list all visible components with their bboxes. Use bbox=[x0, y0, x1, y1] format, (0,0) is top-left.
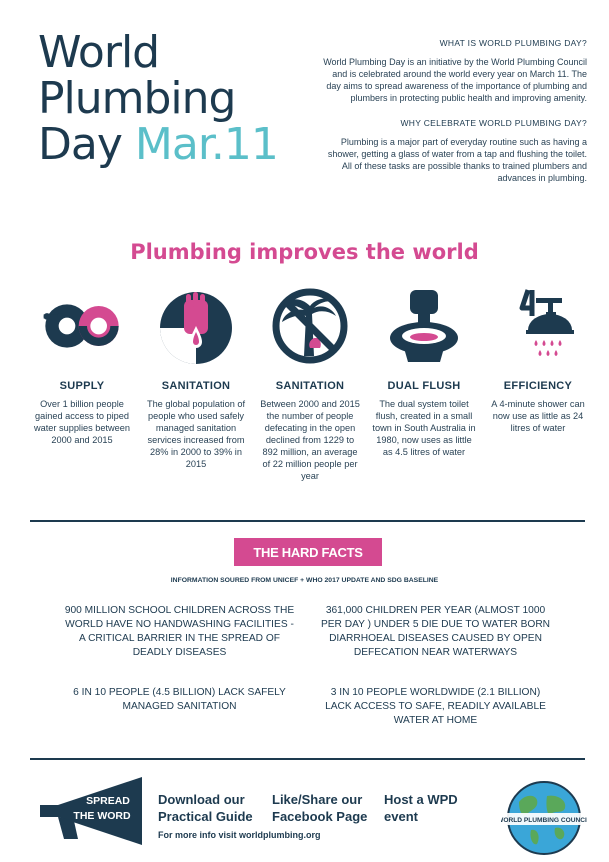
about-heading-what: WHAT IS WORLD PLUMBING DAY? bbox=[439, 38, 587, 48]
hard-facts-badge: THE HARD FACTS bbox=[234, 538, 382, 566]
about-heading-why: WHY CELEBRATE WORLD PLUMBING DAY? bbox=[400, 118, 587, 128]
benefit-text: Over 1 billion people gained access to piped water supplies between 2000 and 2015 bbox=[33, 399, 131, 445]
benefit-supply bbox=[30, 286, 134, 482]
fact-item: 900 MILLION SCHOOL CHILDREN ACROSS THE WORLD HAVE NO HANDWASHING FACILITIES - A CRITICAL BARRIER IN THE SPREAD OF DEADLY DISEASES bbox=[64, 605, 295, 658]
facebook-share-link[interactable]: Like/Share our Facebook Page bbox=[272, 792, 368, 824]
footer-cta bbox=[0, 775, 609, 855]
benefit-dual-flush bbox=[372, 286, 476, 482]
benefit-title: SANITATION bbox=[161, 380, 231, 392]
benefit-title: DUAL FLUSH bbox=[387, 380, 461, 392]
section-headline: Plumbing improves the world bbox=[130, 240, 479, 264]
title-line-2: Plumbing bbox=[38, 73, 236, 124]
benefit-text: A 4-minute shower can now use as little as 24 litres of water bbox=[491, 399, 585, 433]
benefit-sanitation-2 bbox=[258, 286, 362, 482]
title-line-3 bbox=[38, 119, 278, 170]
no-open-defecation-icon bbox=[270, 286, 350, 366]
benefit-text: Between 2000 and 2015 the number of people defecating in the open declined from 1229 to 892 million, an average of 22 million people per year bbox=[260, 399, 360, 481]
pipe-connection-icon bbox=[42, 286, 122, 366]
divider-bottom bbox=[30, 758, 585, 760]
fact-item: 3 IN 10 PEOPLE WORLDWIDE (2.1 BILLION) LACK ACCESS TO SAFE, READILY AVAILABLE WATER AT HOME bbox=[325, 687, 546, 726]
about-text-why: Plumbing is a major part of everyday routine such as having a shower, getting a glass of water from a tap and flushing the toilet. All of these tasks are possible thanks to trained plumbers and advances in plumbing. bbox=[327, 137, 587, 183]
host-event-link[interactable]: Host a WPD event bbox=[384, 792, 458, 824]
logo-text: WORLD PLUMBING COUNCIL bbox=[501, 817, 587, 824]
benefit-text: The dual system toilet flush, created in a small town in South Australia in 1980, now uses as little as 4.5 litres of water bbox=[372, 399, 476, 457]
benefit-sanitation-1 bbox=[144, 286, 248, 482]
benefit-efficiency bbox=[486, 286, 590, 482]
more-info-link[interactable]: For more info visit worldplumbing.org bbox=[158, 830, 321, 840]
title-day: Day bbox=[38, 119, 122, 170]
benefit-title: SANITATION bbox=[275, 380, 345, 392]
benefit-text: The global population of people who used safely managed sanitation services increased from 28% in 2000 to 39% in 2015 bbox=[146, 399, 246, 469]
about-section bbox=[322, 38, 587, 198]
facts-source: INFORMATION SOURED FROM UNICEF + WHO 2017 UPDATE AND SDG BASELINE bbox=[170, 577, 439, 584]
shower-head-icon bbox=[498, 286, 578, 366]
benefit-title: SUPPLY bbox=[59, 380, 105, 392]
megaphone-text-2: THE WORD bbox=[73, 810, 131, 822]
benefits-row bbox=[30, 286, 590, 482]
title-date: Mar.11 bbox=[134, 119, 278, 170]
divider-top bbox=[30, 520, 585, 522]
world-plumbing-council-logo bbox=[501, 780, 587, 862]
hand-water-drop-icon bbox=[156, 286, 236, 366]
megaphone-text-1: SPREAD bbox=[86, 795, 130, 807]
benefit-title: EFFICIENCY bbox=[503, 380, 573, 392]
about-text-what: World Plumbing Day is an initiative by the World Plumbing Council and is celebrated around the world every year on March 11. The day aims to spread awareness of the importance of plumbing and plumbers in protecting public health and improving amenity. bbox=[323, 57, 587, 103]
toilet-icon bbox=[384, 286, 464, 366]
title-line-1: World bbox=[38, 27, 160, 78]
fact-item: 6 IN 10 PEOPLE (4.5 BILLION) LACK SAFELY MANAGED SANITATION bbox=[73, 687, 286, 712]
fact-item: 361,000 CHILDREN PER YEAR (ALMOST 1000 PER DAY ) UNDER 5 DIE DUE TO WATER BORN DIARRHOEAL DISEASES CAUSED BY OPEN DEFECATION NEAR WATERWAYS bbox=[320, 605, 551, 658]
download-guide-link[interactable]: Download our Practical Guide bbox=[158, 792, 253, 824]
megaphone-icon bbox=[38, 775, 148, 852]
page-title bbox=[38, 27, 278, 170]
